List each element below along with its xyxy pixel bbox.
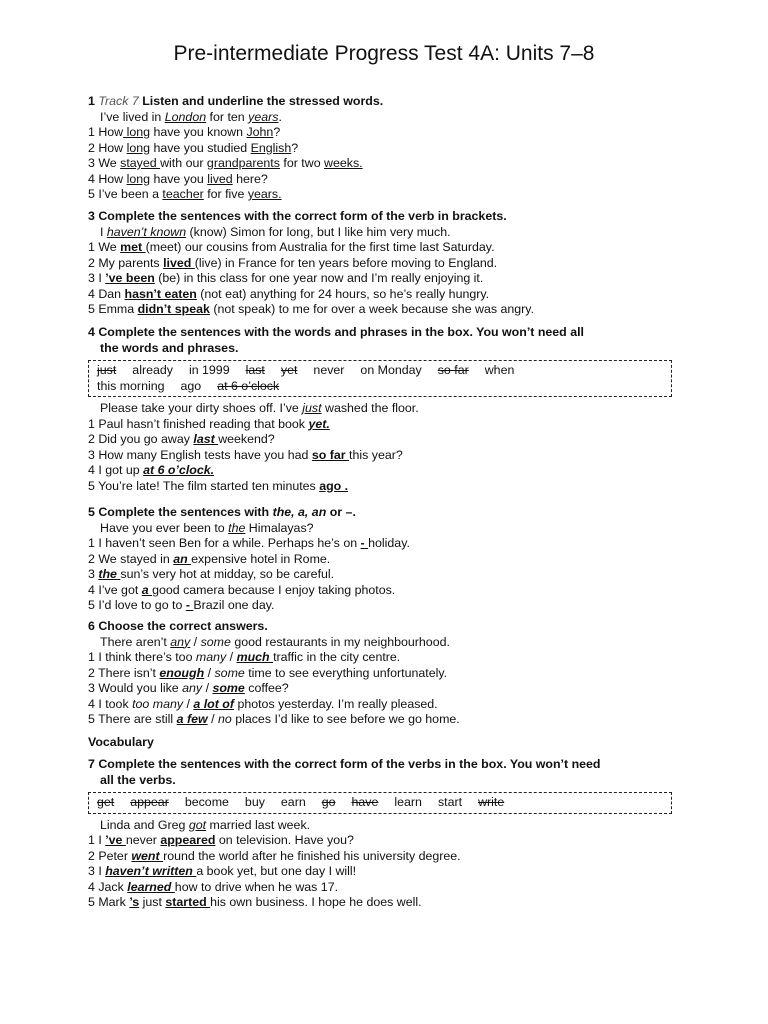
answer-text: lived bbox=[207, 171, 233, 186]
sentence-text: weekend? bbox=[218, 432, 275, 446]
exercise-item bbox=[88, 271, 688, 287]
sentence-text: / bbox=[202, 681, 213, 695]
answer-text: the bbox=[228, 520, 246, 535]
sentence-text: traffic in the city centre. bbox=[273, 650, 401, 664]
sentence-text: 3 I bbox=[88, 864, 106, 878]
answer-text: some bbox=[200, 634, 231, 649]
word-box-item-used: get bbox=[97, 795, 115, 809]
answer-text: just bbox=[302, 401, 322, 415]
sentence-text: There aren’t bbox=[100, 634, 171, 649]
answer-text: learned bbox=[127, 879, 175, 894]
sentence-text: have you known bbox=[150, 125, 247, 139]
sentence-text: Brazil one day. bbox=[193, 598, 275, 612]
exercise-lines bbox=[88, 225, 688, 318]
sentence-text: round the world after he finished his university degree. bbox=[163, 848, 461, 863]
sentence-text: washed the floor. bbox=[321, 401, 419, 415]
sentence-text: 4 I got up bbox=[88, 463, 144, 477]
exercise-item bbox=[88, 240, 688, 256]
answer-text: stayed bbox=[120, 156, 161, 170]
sentence-text: time to see everything unfortunately. bbox=[244, 665, 448, 680]
sentence-text: 2 Peter bbox=[88, 848, 132, 863]
sentence-text: good restaurants in my neighbourhood. bbox=[230, 634, 450, 649]
exercise-item bbox=[88, 567, 688, 583]
exercise-6-instruction bbox=[88, 619, 688, 635]
sentence-text: (be) in this class for one year now and I’m really enjoying it. bbox=[154, 271, 484, 285]
answer-text: went bbox=[131, 848, 164, 863]
word-box-item: earn bbox=[280, 795, 306, 809]
answer-text: at 6 o’clock. bbox=[143, 463, 215, 477]
answer-text: appeared bbox=[160, 833, 216, 847]
answer-text: some bbox=[212, 681, 245, 695]
answer-text: yet. bbox=[308, 416, 330, 431]
sentence-text: 4 Jack bbox=[88, 879, 128, 894]
answer-text: ’s bbox=[129, 895, 140, 909]
instruction-text: Complete the sentences with the correct form of the verb in brackets. bbox=[98, 209, 507, 223]
answer-text: English bbox=[250, 140, 292, 155]
answer-text: hasn’t eaten bbox=[124, 286, 197, 301]
sentence-text: 5 Emma bbox=[88, 302, 138, 316]
answer-text: some bbox=[214, 665, 245, 680]
exercise-4 bbox=[88, 325, 688, 494]
instruction-text: Complete the sentences with bbox=[98, 505, 273, 519]
word-box-item: this morning bbox=[97, 378, 165, 393]
sentence-text: 2 We stayed in bbox=[88, 551, 174, 566]
sentence-text: I’ve lived in bbox=[100, 109, 165, 124]
word-box-item-used: write bbox=[478, 795, 505, 809]
sentence-text: have you studied bbox=[150, 140, 251, 155]
answer-text: an bbox=[173, 551, 192, 566]
answer-text: so far bbox=[311, 447, 350, 462]
sentence-text: (live) in France for ten years before moving to England. bbox=[194, 255, 498, 270]
exercise-number: 1 bbox=[88, 94, 95, 108]
word-box-item-used: so far bbox=[437, 363, 469, 377]
sentence-text: for ten bbox=[206, 109, 249, 124]
word-box-item-used: go bbox=[321, 795, 336, 809]
word-box-item-used: at 6 o’clock bbox=[217, 378, 280, 393]
sentence-text: / bbox=[204, 665, 215, 680]
sentence-text: 1 How bbox=[88, 125, 124, 139]
exercise-item bbox=[88, 583, 688, 599]
answer-text: years. bbox=[247, 187, 282, 201]
word-box-item-used: last bbox=[245, 363, 265, 377]
word-box-item: when bbox=[484, 363, 515, 377]
exercise-4-instruction bbox=[88, 325, 688, 356]
exercise-item bbox=[88, 833, 688, 849]
answer-text: no bbox=[217, 712, 232, 726]
answer-text: weeks. bbox=[324, 156, 363, 170]
instruction-text-end: or –. bbox=[326, 505, 356, 519]
sentence-text: his own business. I hope he does well. bbox=[210, 895, 422, 909]
sentence-text: . bbox=[278, 109, 282, 124]
sentence-text: 5 There are still bbox=[88, 712, 177, 726]
exercise-item bbox=[88, 172, 688, 188]
answer-text: - bbox=[360, 536, 369, 550]
sentence-text: 1 Paul hasn’t finished reading that book bbox=[88, 416, 309, 431]
sentence-text: how to drive when he was 17. bbox=[174, 879, 339, 894]
answer-text: started bbox=[165, 895, 211, 909]
exercise-item bbox=[88, 479, 688, 495]
sentence-text: 1 I haven’t seen Ben for a while. Perhaps he’s on bbox=[88, 536, 361, 550]
sentence-text: 4 Dan bbox=[88, 286, 125, 301]
sentence-text: (meet) our cousins from Australia for the first time last Saturday. bbox=[145, 240, 495, 254]
exercise-item bbox=[88, 187, 688, 203]
answer-text: lived bbox=[163, 255, 195, 270]
exercise-item bbox=[88, 712, 688, 728]
instruction-text: Listen and underline the stressed words. bbox=[142, 94, 384, 108]
word-box-item-used: yet bbox=[280, 363, 298, 377]
exercise-item bbox=[88, 849, 688, 865]
sentence-text: / bbox=[190, 634, 201, 649]
sentence-text: ? bbox=[291, 140, 299, 155]
answer-text: any bbox=[170, 634, 191, 649]
example-sentence bbox=[88, 818, 688, 834]
sentence-text: a book yet, but one day I will! bbox=[196, 864, 357, 878]
example-sentence bbox=[88, 521, 688, 537]
answer-text: much bbox=[236, 650, 274, 664]
instruction-text-continued: all the verbs. bbox=[100, 772, 176, 787]
exercise-number: 6 bbox=[88, 619, 95, 633]
exercise-lines bbox=[88, 110, 688, 203]
sentence-text: expensive hotel in Rome. bbox=[191, 551, 331, 566]
exercise-item bbox=[88, 650, 688, 666]
sentence-text: 5 I’d love to go to bbox=[88, 598, 186, 612]
answer-text: the bbox=[98, 567, 121, 581]
word-box-item: buy bbox=[244, 795, 265, 809]
sentence-text: have you bbox=[150, 171, 208, 186]
answer-text: teacher bbox=[162, 187, 204, 201]
word-box-item: start bbox=[437, 795, 463, 809]
sentence-text: for five bbox=[203, 187, 248, 201]
sentence-text: 3 How many English tests have you had bbox=[88, 447, 312, 462]
answer-text: ago . bbox=[319, 478, 349, 493]
verb-box-row bbox=[97, 795, 663, 811]
exercise-item bbox=[88, 432, 688, 448]
track-label: Track 7 bbox=[98, 94, 139, 108]
sentence-text: 3 Would you like bbox=[88, 681, 183, 695]
sentence-text: 1 We bbox=[88, 240, 121, 254]
answer-text: grandparents bbox=[206, 156, 280, 170]
exercise-lines bbox=[88, 818, 688, 911]
answer-text: ’ve been bbox=[105, 271, 155, 285]
answer-text: last bbox=[193, 432, 219, 446]
sentence-text: good camera because I enjoy taking photos. bbox=[152, 582, 396, 597]
answer-text: long bbox=[123, 125, 150, 139]
answer-text: many bbox=[195, 650, 227, 664]
example-sentence bbox=[88, 110, 688, 126]
exercise-item bbox=[88, 448, 688, 464]
sentence-text: (know) Simon for long, but I like him very much. bbox=[186, 224, 451, 239]
word-box-item: already bbox=[132, 363, 173, 377]
exercise-item bbox=[88, 417, 688, 433]
exercise-item bbox=[88, 895, 688, 911]
answer-text: a bbox=[141, 582, 153, 597]
sentence-text: 4 I’ve got bbox=[88, 582, 142, 597]
exercise-3-instruction bbox=[88, 209, 688, 225]
answer-text: - bbox=[185, 598, 194, 612]
answer-text: London bbox=[164, 109, 207, 124]
exercise-item bbox=[88, 302, 688, 318]
exercise-7-instruction bbox=[88, 757, 688, 788]
sentence-text: 3 bbox=[88, 567, 99, 581]
sentence-text: Please take your dirty shoes off. I’ve bbox=[100, 401, 303, 415]
sentence-text: Have you ever been to bbox=[100, 520, 229, 535]
sentence-text: 2 Did you go away bbox=[88, 432, 194, 446]
sentence-text: sun’s very hot at midday, so be careful. bbox=[120, 567, 335, 581]
word-box-row-2 bbox=[97, 379, 663, 395]
vocabulary-heading: Vocabulary bbox=[88, 735, 154, 749]
sentence-text: 1 I think there’s too bbox=[88, 650, 196, 664]
exercise-5 bbox=[88, 505, 688, 614]
example-sentence bbox=[88, 225, 688, 241]
sentence-text: holiday. bbox=[368, 536, 410, 550]
exercise-item bbox=[88, 536, 688, 552]
page-title: Pre-intermediate Progress Test 4A: Units 7–8 bbox=[173, 42, 595, 65]
word-box-item: never bbox=[313, 363, 345, 377]
sentence-text: 1 I bbox=[88, 833, 106, 847]
sentence-text: I bbox=[100, 224, 107, 239]
exercise-item bbox=[88, 552, 688, 568]
answer-text: long bbox=[126, 140, 151, 155]
exercise-item bbox=[88, 598, 688, 614]
word-box bbox=[88, 360, 672, 397]
exercise-1 bbox=[88, 94, 688, 203]
sentence-text: 5 I’ve been a bbox=[88, 187, 163, 201]
word-box-row-1 bbox=[97, 363, 663, 379]
exercise-7 bbox=[88, 757, 688, 911]
exercise-item bbox=[88, 666, 688, 682]
word-box-item: in 1999 bbox=[188, 363, 230, 377]
exercise-1-instruction bbox=[88, 94, 688, 110]
sentence-text: married last week. bbox=[206, 817, 311, 832]
exercise-item bbox=[88, 141, 688, 157]
exercise-6 bbox=[88, 619, 688, 728]
answer-text: got bbox=[188, 817, 207, 832]
word-box-item: on Monday bbox=[360, 363, 422, 377]
instruction-text-continued: the words and phrases. bbox=[100, 340, 239, 355]
exercise-lines bbox=[88, 401, 688, 494]
word-box-item-used: appear bbox=[130, 795, 169, 809]
exercise-lines bbox=[88, 521, 688, 614]
sentence-text: 4 How bbox=[88, 171, 127, 186]
exercise-3 bbox=[88, 209, 688, 318]
sentence-text: 5 Mark bbox=[88, 895, 130, 909]
exercise-item bbox=[88, 864, 688, 880]
exercise-item bbox=[88, 256, 688, 272]
word-box-item-used: just bbox=[97, 363, 117, 377]
word-box-item: learn bbox=[394, 795, 422, 809]
sentence-text: (not eat) anything for 24 hours, so he’s really hungry. bbox=[196, 286, 490, 301]
word-box-item: ago bbox=[180, 378, 202, 393]
sentence-text: never bbox=[125, 833, 161, 847]
sentence-text: here? bbox=[232, 171, 268, 186]
answer-text: didn’t speak bbox=[137, 302, 210, 316]
sentence-text: ? bbox=[273, 125, 281, 139]
answer-text: haven’t known bbox=[106, 224, 187, 239]
sentence-text: photos yesterday. I’m really pleased. bbox=[234, 696, 438, 711]
instruction-text: Complete the sentences with the correct form of the verbs in the box. You won’t need bbox=[98, 757, 601, 771]
example-sentence bbox=[88, 635, 688, 651]
instruction-text: Choose the correct answers. bbox=[98, 619, 268, 633]
answer-text: long bbox=[126, 171, 151, 186]
sentence-text: / bbox=[183, 696, 194, 711]
exercise-number: 3 bbox=[88, 209, 95, 223]
exercise-item bbox=[88, 287, 688, 303]
sentence-text: 2 How bbox=[88, 140, 127, 155]
sentence-text: on television. Have you? bbox=[215, 833, 354, 847]
exercise-number: 7 bbox=[88, 757, 95, 771]
exercise-number: 4 bbox=[88, 325, 95, 339]
answer-text: years bbox=[248, 109, 279, 124]
answer-text: a lot of bbox=[193, 696, 234, 711]
example-sentence bbox=[88, 401, 688, 417]
sentence-text: for two bbox=[279, 156, 325, 170]
exercise-5-instruction bbox=[88, 505, 688, 521]
exercise-item bbox=[88, 463, 688, 479]
exercise-item bbox=[88, 125, 688, 141]
sentence-text: 4 I took bbox=[88, 696, 133, 711]
sentence-text: 2 My parents bbox=[88, 255, 164, 270]
instruction-emphasis: the, a, an bbox=[272, 505, 327, 519]
sentence-text: / bbox=[226, 650, 237, 664]
exercise-lines bbox=[88, 635, 688, 728]
sentence-text: coffee? bbox=[244, 681, 289, 695]
exercise-item bbox=[88, 697, 688, 713]
verb-box bbox=[88, 792, 672, 814]
sentence-text: 3 We bbox=[88, 156, 121, 170]
answer-text: John bbox=[246, 125, 274, 139]
answer-text: too many bbox=[132, 696, 184, 711]
answer-text: enough bbox=[159, 665, 205, 680]
sentence-text: with our bbox=[160, 156, 207, 170]
answer-text: haven’t written bbox=[105, 864, 197, 878]
exercise-number: 5 bbox=[88, 505, 95, 519]
answer-text: a few bbox=[176, 712, 208, 726]
answer-text: any bbox=[182, 681, 203, 695]
answer-text: met bbox=[120, 240, 146, 254]
sentence-text: just bbox=[139, 895, 166, 909]
sentence-text: Linda and Greg bbox=[100, 817, 189, 832]
sentence-text: Himalayas? bbox=[245, 520, 314, 535]
word-box-item-used: have bbox=[351, 795, 379, 809]
sentence-text: places I’d like to see before we go home. bbox=[231, 712, 460, 726]
sentence-text: 2 There isn’t bbox=[88, 665, 160, 680]
exercise-item bbox=[88, 156, 688, 172]
instruction-text: Complete the sentences with the words and phrases in the box. You won’t need all bbox=[98, 325, 584, 339]
exercise-item bbox=[88, 880, 688, 896]
sentence-text: this year? bbox=[349, 447, 403, 462]
sentence-text: 3 I bbox=[88, 271, 106, 285]
sentence-text: 5 You’re late! The film started ten minutes bbox=[88, 478, 320, 493]
word-box-item: become bbox=[184, 795, 229, 809]
sentence-text: (not speak) to me for over a week because she was angry. bbox=[209, 302, 535, 316]
answer-text: ’ve bbox=[105, 833, 126, 847]
sentence-text: / bbox=[207, 712, 218, 726]
exercise-item bbox=[88, 681, 688, 697]
